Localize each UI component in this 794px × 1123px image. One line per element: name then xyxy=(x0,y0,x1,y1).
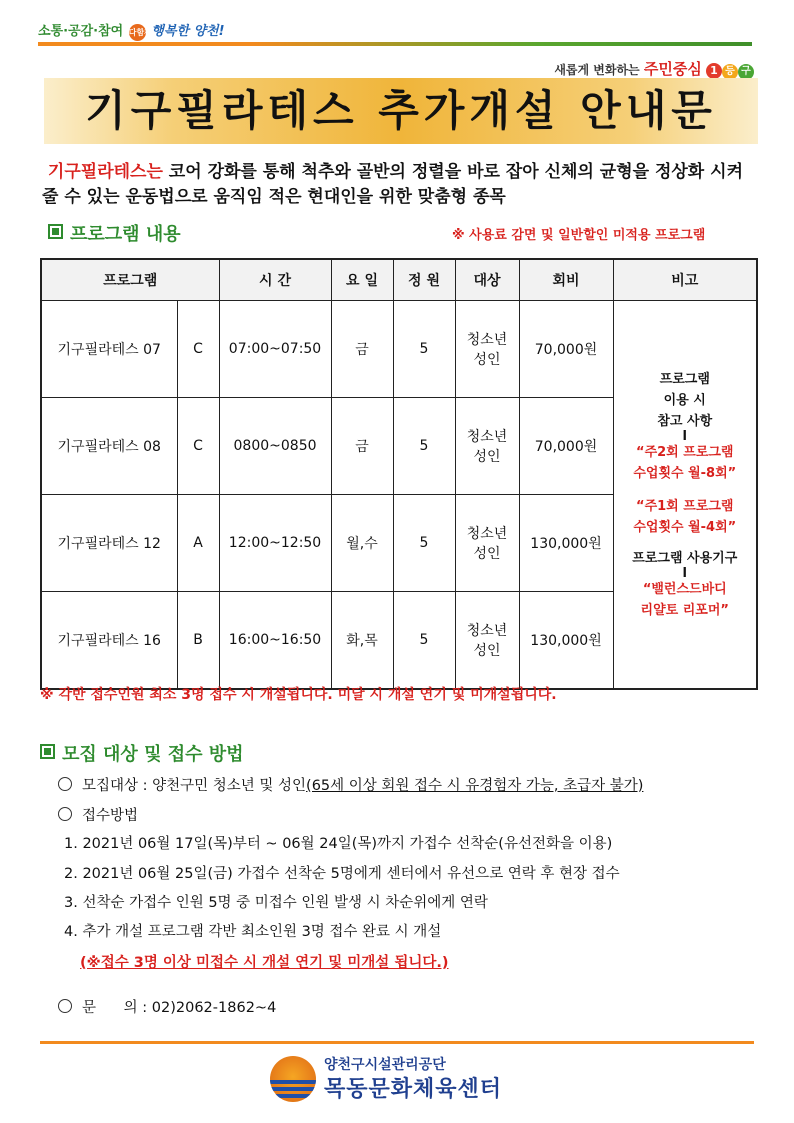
cell-program-name: 기구필라테스 08 xyxy=(41,398,177,495)
cell-level: B xyxy=(177,592,219,690)
slogan-badge xyxy=(128,24,152,41)
cell-capacity: 5 xyxy=(393,398,455,495)
header-remarks: 비고 xyxy=(613,259,757,301)
cell-day: 금 xyxy=(331,301,393,398)
intro-highlight: 기구필라테스는 xyxy=(47,162,163,182)
footer-logo xyxy=(270,1052,530,1107)
recruit-step-warning xyxy=(80,951,449,972)
circle-bullet-icon xyxy=(58,999,72,1013)
cell-time: 12:00~12:50 xyxy=(219,495,331,592)
slogan-part2: 행복한 양천! xyxy=(151,24,225,39)
minimum-enrollment-warning: ※ 각반 접수인원 최소 3명 접수 시 개설됩니다. 미달 시 개설 연기 및 미개설됩니다. xyxy=(40,687,557,703)
target-line-1: 청소년 xyxy=(466,332,508,348)
cell-program-name: 기구필라테스 12 xyxy=(41,495,177,592)
remarks-line: 프로그램 사용기구 xyxy=(632,550,738,566)
cell-program-name: 기구필라테스 16 xyxy=(41,592,177,690)
header-capacity: 정 원 xyxy=(393,259,455,301)
tagline-circle-2: 등 xyxy=(722,64,738,80)
cell-target xyxy=(455,398,519,495)
target-line-2: 성인 xyxy=(473,352,501,368)
recruit-method-line xyxy=(58,804,138,825)
cell-remarks xyxy=(613,301,757,690)
cell-capacity: 5 xyxy=(393,592,455,690)
header-time: 시 간 xyxy=(219,259,331,301)
footer-org: 양천구시설관리공단 xyxy=(324,1057,446,1073)
cell-fee: 70,000원 xyxy=(519,301,613,398)
cell-time: 07:00~07:50 xyxy=(219,301,331,398)
tagline-circle-3: 구 xyxy=(738,64,754,80)
cell-day: 월,수 xyxy=(331,495,393,592)
recruit-section-heading xyxy=(40,740,244,766)
remarks-line: 프로그램 xyxy=(659,371,710,387)
table-header-row xyxy=(41,259,757,301)
header-divider xyxy=(38,42,752,46)
recruit-target-note: (65세 이상 회원 접수 시 유경험자 가능, 초급자 불가) xyxy=(306,778,644,794)
circle-bullet-icon xyxy=(58,807,72,821)
cell-fee: 70,000원 xyxy=(519,398,613,495)
header-fee: 회비 xyxy=(519,259,613,301)
cell-time: 16:00~16:50 xyxy=(219,592,331,690)
header-day: 요 일 xyxy=(331,259,393,301)
cell-day: 금 xyxy=(331,398,393,495)
title-banner xyxy=(44,78,758,144)
remarks-red-line: “주1회 프로그램 xyxy=(636,498,734,514)
page-title: 기구필라테스 추가개설 안내문 xyxy=(85,86,717,135)
contact-text: 문 의 : 02)2062-1862~4 xyxy=(82,1000,277,1016)
remarks-bar: l xyxy=(682,565,687,581)
tagline-circle-1: 1 xyxy=(706,63,722,79)
recruit-step: 3. 선착순 가접수 인원 5명 중 미접수 인원 발생 시 차순위에게 연락 xyxy=(64,895,488,911)
footer-divider xyxy=(40,1041,754,1044)
tagline-highlight: 주민중심 xyxy=(643,60,702,78)
contact-line xyxy=(58,980,276,1017)
circle-bullet-icon xyxy=(58,777,72,791)
target-line-2: 성인 xyxy=(473,449,501,465)
intro-text: 코어 강화를 통해 척추와 골반의 정렬을 바로 잡아 신체의 균형을 정상화 시켜줄 수 있는 운동법으로 움직임 적은 현대인을 위한 맞춤형 종목 xyxy=(42,162,743,207)
recruit-step: 1. 2021년 06월 17일(목)부터 ~ 06월 24일(목)까지 가접수 선착순(유선전화을 이용) xyxy=(64,836,613,852)
cell-target xyxy=(455,592,519,690)
header-program: 프로그램 xyxy=(41,259,219,301)
header-tagline xyxy=(470,58,754,80)
cell-level: C xyxy=(177,301,219,398)
cell-target xyxy=(455,495,519,592)
cell-level: C xyxy=(177,398,219,495)
slogan-badge-text: 다함께 xyxy=(128,28,152,37)
recruit-heading-text: 모집 대상 및 접수 방법 xyxy=(62,744,244,765)
target-line-2: 성인 xyxy=(473,643,501,659)
remarks-red-line: “주2회 프로그램 xyxy=(636,444,734,460)
program-heading-text: 프로그램 내용 xyxy=(70,224,181,245)
footer-center: 목동문화체육센터 xyxy=(324,1077,503,1102)
table-row xyxy=(41,301,757,398)
remarks-red-line: 수업횟수 월-8회” xyxy=(633,465,737,481)
remarks-red-line: “밸런스드바디 xyxy=(642,581,727,597)
recruit-step: 4. 추가 개설 프로그램 각반 최소인원 3명 접수 완료 시 개설 xyxy=(64,924,442,940)
header-target: 대상 xyxy=(455,259,519,301)
program-table xyxy=(40,258,758,690)
cell-capacity: 5 xyxy=(393,301,455,398)
section-square-icon xyxy=(48,224,63,239)
tagline-text: 새롭게 변화하는 xyxy=(554,63,640,77)
recruit-target-label: 모집대상 : 양천구민 청소년 및 성인 xyxy=(82,778,307,794)
target-line-1: 청소년 xyxy=(466,526,508,542)
intro-paragraph xyxy=(42,160,756,210)
cell-capacity: 5 xyxy=(393,495,455,592)
program-section-heading xyxy=(48,220,181,246)
program-note: ※ 사용료 감면 및 일반할인 미적용 프로그램 xyxy=(452,228,706,243)
header-slogan xyxy=(38,20,225,41)
remarks-line: 참고 사항 xyxy=(657,413,713,429)
remarks-red-line: 수업횟수 월-4회” xyxy=(633,519,737,535)
remarks-line: 이용 시 xyxy=(663,392,706,408)
recruit-step-warning-text: (※접수 3명 이상 미접수 시 개설 연기 및 미개설 됩니다.) xyxy=(80,955,449,971)
slogan-part1: 소통·공감·참여 xyxy=(38,24,124,39)
cell-fee: 130,000원 xyxy=(519,495,613,592)
cell-target xyxy=(455,301,519,398)
sun-wave-logo-icon xyxy=(270,1056,316,1102)
cell-program-name: 기구필라테스 07 xyxy=(41,301,177,398)
recruit-method-label: 접수방법 xyxy=(82,808,139,824)
remarks-bar: l xyxy=(682,428,687,444)
target-line-2: 성인 xyxy=(473,546,501,562)
cell-fee: 130,000원 xyxy=(519,592,613,690)
target-line-1: 청소년 xyxy=(466,623,508,639)
recruit-step: 2. 2021년 06월 25일(금) 가접수 선착순 5명에게 센터에서 유선으로 연락 후 현장 접수 xyxy=(64,866,620,882)
remarks-red-line: 리얄토 리포머” xyxy=(640,602,729,618)
cell-time: 0800~0850 xyxy=(219,398,331,495)
cell-level: A xyxy=(177,495,219,592)
target-line-1: 청소년 xyxy=(466,429,508,445)
recruit-target-line xyxy=(58,774,643,795)
section-square-icon xyxy=(40,744,55,759)
cell-day: 화,목 xyxy=(331,592,393,690)
